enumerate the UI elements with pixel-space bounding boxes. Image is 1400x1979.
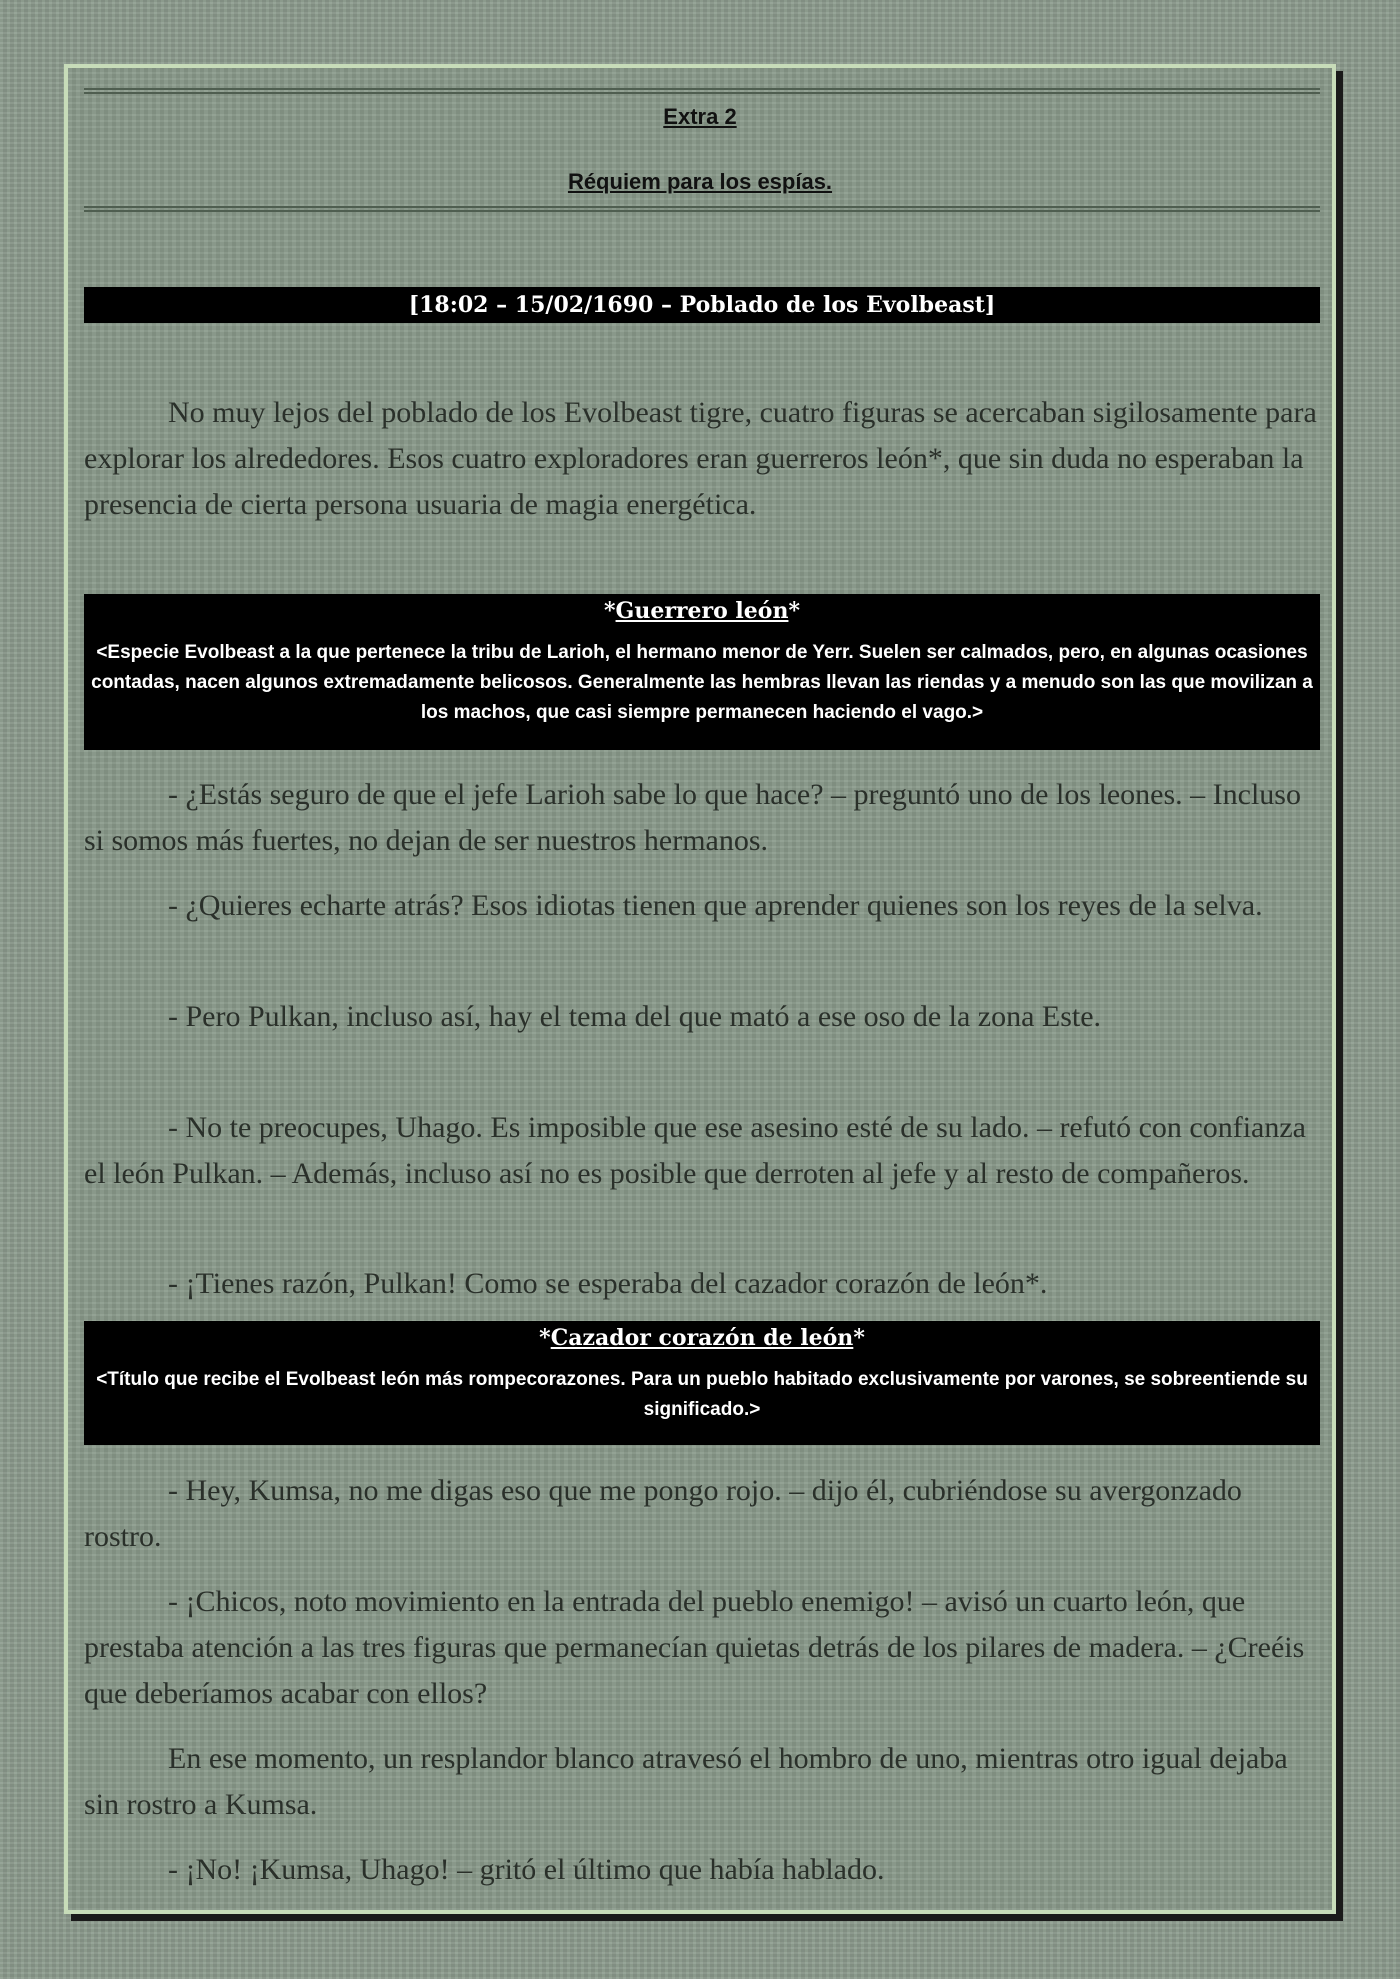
footnote-title [90, 594, 1314, 628]
paragraph: - Hey, Kumsa, no me digas eso que me pongo rojo. – dijo él, cubriéndose su avergonzado rostro. [84, 1474, 1242, 1553]
header-rule-bottom [84, 206, 1320, 212]
paragraph: - ¿Quieres echarte atrás? Esos idiotas tienen que aprender quienes son los reyes de la selva. [168, 889, 1263, 922]
footnote-term: Guerrero león [615, 598, 789, 624]
footnote-mark: * [788, 598, 800, 624]
footnote-box [84, 594, 1320, 750]
paragraph: No muy lejos del poblado de los Evolbeast tigre, cuatro figuras se acercaban sigilosamente para explorar los alrededores. Esos cuatro exploradores eran guerreros león*, que sin duda no esperaban la presencia de cierta persona usuaria de magia energética. [84, 396, 1317, 521]
scene-marker: [18:02 – 15/02/1690 – Poblado de los Evolbeast] [84, 287, 1320, 323]
paragraph: En ese momento, un resplandor blanco atravesó el hombro de uno, mientras otro igual dejaba sin rostro a Kumsa. [84, 1742, 1288, 1821]
footnote-box [84, 1321, 1320, 1445]
paragraph: - Pero Pulkan, incluso así, hay el tema del que mató a ese oso de la zona Este. [168, 1000, 1102, 1033]
footnote-body: <Título que recibe el Evolbeast león más rompecorazones. Para un pueblo habitado exclusivamente por varones, se sobreentiende su significado.> [96, 1369, 1308, 1420]
document-page [64, 64, 1336, 1914]
footnote-term: Cazador corazón de león [550, 1325, 854, 1351]
paragraph: - ¿Estás seguro de que el jefe Larioh sabe lo que hace? – preguntó uno de los leones. – Incluso si somos más fuertes, no dejan de ser nuestros hermanos. [84, 778, 1301, 857]
chapter-title: Réquiem para los espías. [567, 169, 833, 194]
paragraph: - ¡No! ¡Kumsa, Uhago! – gritó el último que había hablado. [168, 1853, 885, 1886]
paragraph: - No te preocupes, Uhago. Es imposible que ese asesino esté de su lado. – refutó con confianza el león Pulkan. – Además, incluso así no es posible que derroten al jefe y al resto de compañeros. [84, 1111, 1306, 1190]
paragraph: - ¡Chicos, noto movimiento en la entrada del pueblo enemigo! – avisó un cuarto león, que prestaba atención a las tres figuras que permanecían quietas detrás de los pilares de madera. – ¿Creéis que deberíamos acabar con ellos? [84, 1585, 1305, 1710]
footnote-body: <Especie Evolbeast a la que pertenece la tribu de Larioh, el hermano menor de Yerr. Suelen ser calmados, pero, en algunas ocasiones contadas, nacen algunos extremadamente belicosos. Generalmente las hembras llevan las riendas y a menudo son las que movilizan a los machos, que casi siempre permanecen haciendo el vago.> [91, 642, 1313, 723]
chapter-label: Extra 2 [663, 104, 737, 129]
footnote-mark: * [539, 1325, 551, 1351]
footnote-mark: * [853, 1325, 865, 1351]
footnote-mark: * [604, 598, 616, 624]
header-rule-top [84, 88, 1320, 94]
footnote-title [90, 1321, 1314, 1355]
paragraph: - ¡Tienes razón, Pulkan! Como se esperaba del cazador corazón de león*. [168, 1267, 1048, 1300]
